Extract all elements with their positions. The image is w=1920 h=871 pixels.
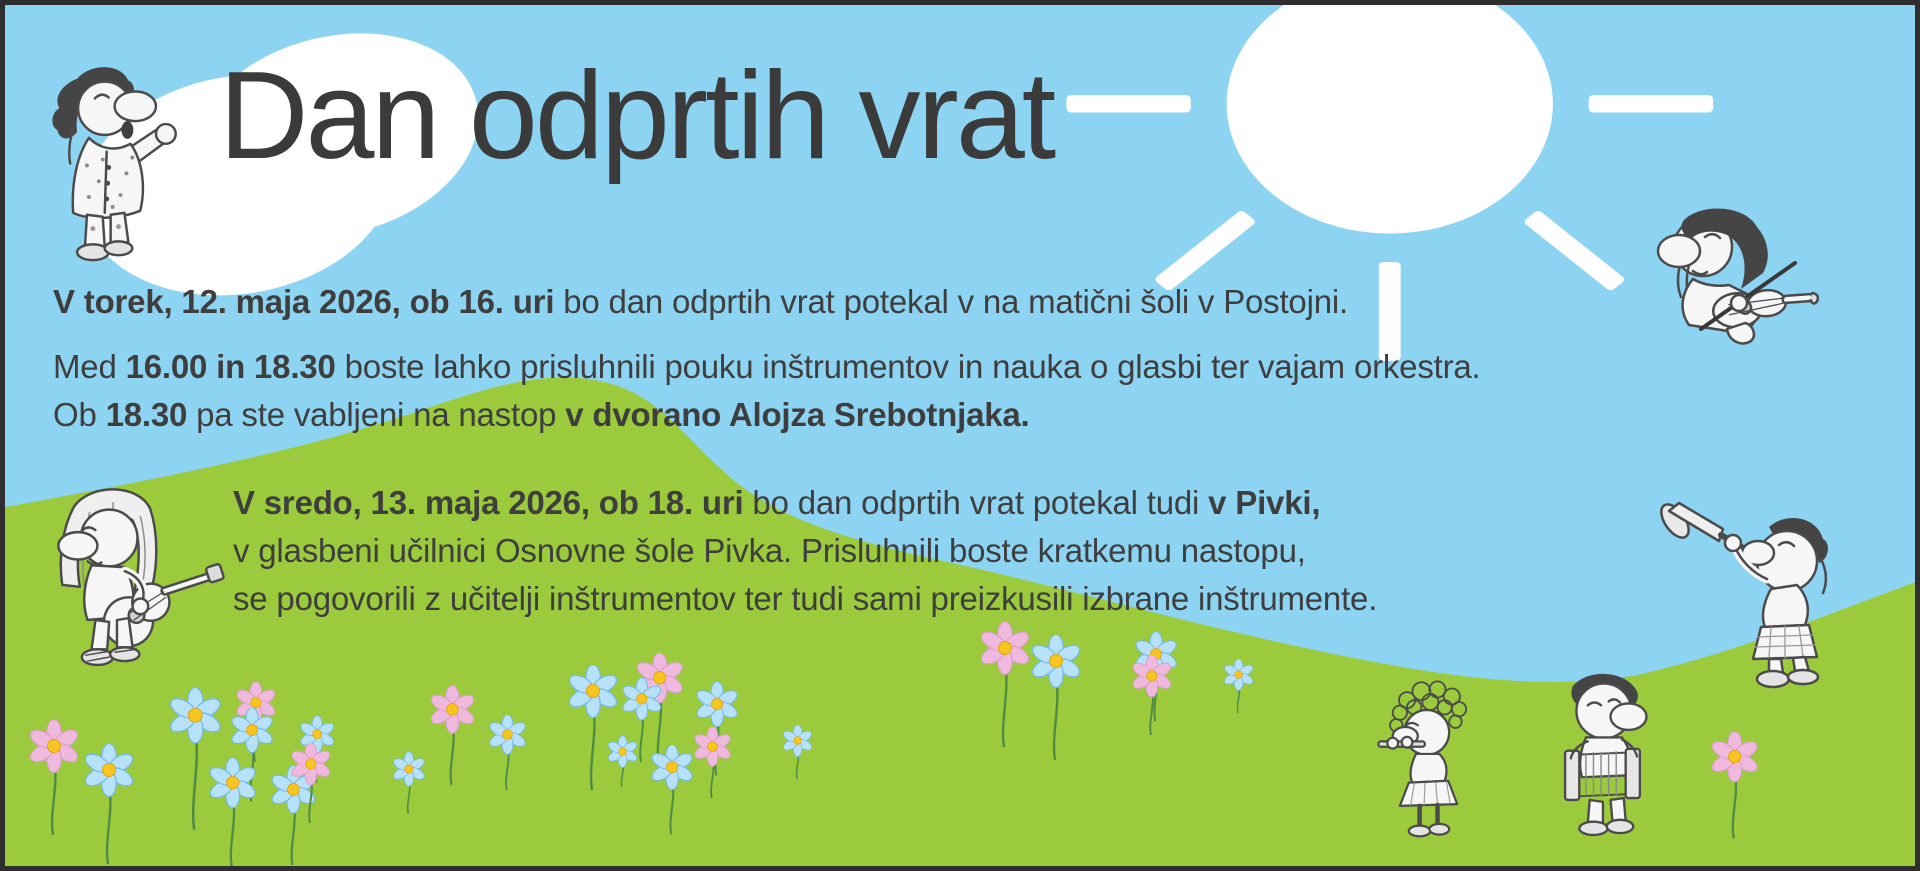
blue-flower-icon	[607, 736, 638, 794]
pink-flower-icon	[1710, 732, 1759, 850]
blue-flower-icon	[650, 745, 694, 844]
pink-flower-icon	[290, 743, 332, 833]
pink-flower-icon	[1131, 655, 1173, 745]
pink-flower-icon	[693, 727, 732, 807]
blue-flower-icon	[83, 744, 135, 871]
blue-flower-icon	[208, 758, 257, 871]
accordion-player-icon	[1531, 657, 1673, 853]
trumpet-player-icon	[1657, 479, 1867, 691]
paragraph-schedule	[53, 343, 1481, 439]
pink-flower-icon	[979, 622, 1031, 759]
pivka-line-3: se pogovorili z učitelji inštrumentov ter tudi sami preizkusili izbrane inštrumente.	[233, 580, 1378, 617]
guitar-player-icon	[31, 481, 241, 677]
blue-flower-icon	[1223, 659, 1254, 720]
page-title: Dan odprtih vrat	[219, 47, 1054, 185]
flute-player-icon	[1373, 669, 1485, 855]
paragraph-pivka	[233, 479, 1377, 623]
schedule-line-1: Med 16.00 in 18.30 boste lahko prisluhnili pouku inštrumentov in nauka o glasbi ter vajam orkestra.	[53, 348, 1481, 385]
singing-child-icon	[41, 57, 199, 269]
blue-flower-icon	[1030, 635, 1082, 772]
pink-flower-icon	[429, 686, 476, 796]
pivka-line-1: V sredo, 13. maja 2026, ob 18. uri bo dan odprtih vrat potekal tudi v Pivki,	[233, 484, 1321, 521]
blue-flower-icon	[488, 715, 527, 799]
schedule-line-2: Ob 18.30 pa ste vabljeni na nastop v dvorano Alojza Srebotnjaka.	[53, 396, 1030, 433]
blue-flower-icon	[392, 752, 426, 822]
violin-player-icon	[1645, 201, 1825, 351]
pivka-line-2: v glasbeni učilnici Osnovne šole Pivka. Prisluhnili boste kratkemu nastopu,	[233, 532, 1306, 569]
blue-flower-icon	[782, 725, 813, 786]
pink-flower-icon	[28, 720, 80, 847]
paragraph-postojna: V torek, 12. maja 2026, ob 16. uri bo dan odprtih vrat potekal v na matični šoli v Postojni.	[53, 283, 1348, 320]
